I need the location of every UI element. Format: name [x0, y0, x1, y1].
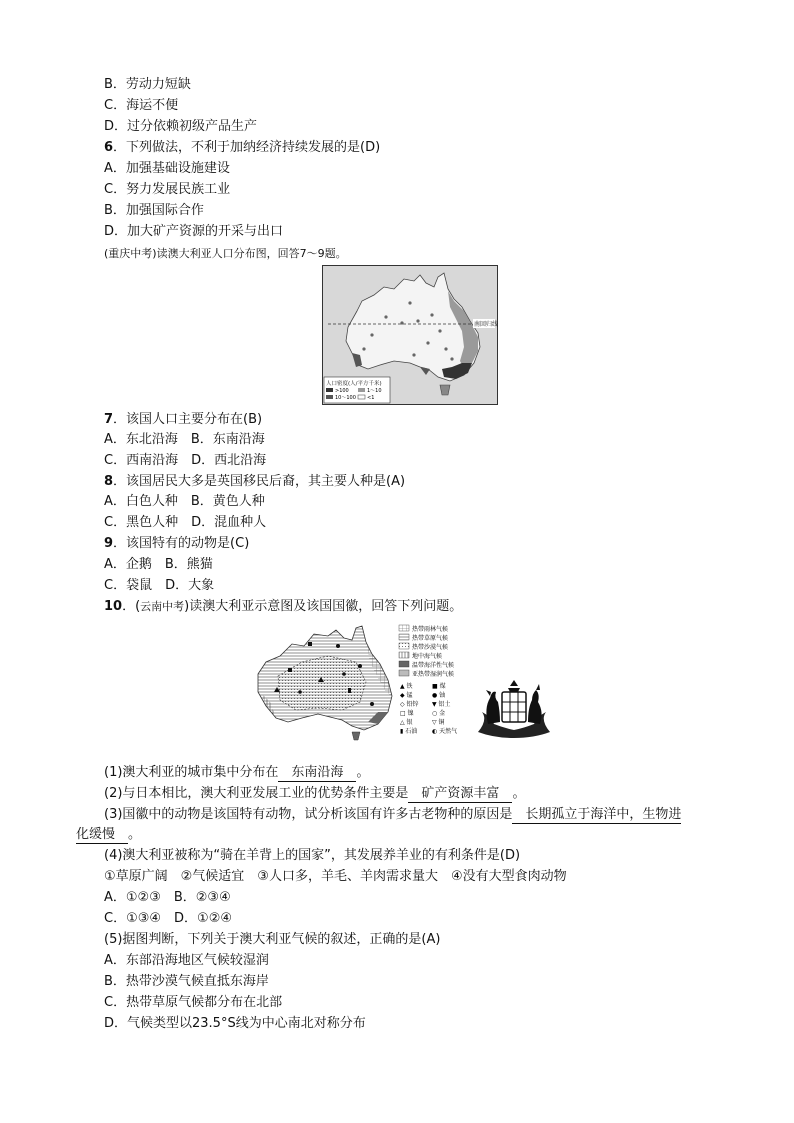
- mineral-gold: ○ 金: [432, 710, 446, 717]
- tropic-label: 南回归线: [474, 321, 498, 328]
- mineral-gas: ◐ 天然气: [432, 728, 458, 735]
- climate-legend-6: 亚热带湿润气候: [412, 671, 455, 678]
- q8-options-cd: C．黑色人种 D．混血种人: [104, 515, 267, 530]
- q10-stem-a: ．(: [122, 599, 141, 614]
- q10-stem-b: )读澳大利亚示意图及该国国徽，回答下列问题。: [184, 599, 463, 614]
- sub3-answer-1: 长期孤立于海洋中，生物进: [512, 807, 682, 822]
- sub1-post: 。: [356, 765, 370, 780]
- q6-stem-text: ．下列做法，不利于加纳经济持续发展的是(D): [113, 140, 381, 155]
- coat-of-arms-icon: [474, 672, 554, 744]
- sub3-post: 。: [128, 827, 142, 842]
- climate-map: [248, 622, 394, 752]
- q8-number: 8: [104, 474, 114, 489]
- mineral-bauxite: ▼ 铝土: [432, 701, 451, 708]
- mineral-oil: ▮ 石油: [400, 728, 418, 735]
- legend-gt100: >100: [335, 388, 349, 394]
- sub2-post: 。: [512, 786, 526, 801]
- sub5-option-c: C．热带草原气候都分布在北部: [104, 995, 283, 1010]
- q9-number: 9: [104, 536, 114, 551]
- sub4-stem: (4)澳大利亚被称为“骑在羊背上的国家”，其发展养羊业的有利条件是(D): [104, 848, 521, 863]
- q5-option-c: C．海运不便: [104, 98, 179, 113]
- q5-option-b: B．劳动力短缺: [104, 77, 191, 92]
- climate-legend-2: 热带草原气候: [412, 635, 449, 642]
- legend-lt1: <1: [367, 395, 375, 401]
- mineral-iron: ▲ 铁: [400, 683, 413, 690]
- climate-legend-3: 热带沙漠气候: [412, 644, 449, 651]
- sub5-option-a: A．东部沿海地区气候较湿润: [104, 953, 269, 968]
- q9-options-cd: C．袋鼠 D．大象: [104, 578, 215, 593]
- sub4-items: ①草原广阔 ②气候适宜 ③人口多，羊毛、羊肉需求量大 ④没有大型食肉动物: [104, 869, 567, 884]
- q9-stem-text: ．该国特有的动物是(C): [113, 536, 250, 551]
- climate-legend-4: 地中海气候: [412, 653, 443, 660]
- mineral-lead-zinc: ◇ 铅锌: [400, 701, 419, 708]
- map-legend: [398, 624, 478, 744]
- climate-legend-5: 温带海洋性气候: [412, 662, 455, 669]
- sub2-answer: 矿产资源丰富: [408, 786, 513, 801]
- mineral-nickel: □ 镍: [400, 710, 414, 717]
- sub3-line-2: [76, 826, 141, 844]
- q9-stem: [104, 535, 249, 553]
- sub3-pre: (3)国徽中的动物是该国特有动物，试分析该国有许多古老物种的原因是: [104, 807, 513, 822]
- q10-source: 云南中考: [140, 600, 185, 613]
- australia-coat-of-arms: [474, 672, 554, 744]
- sub3-answer-2: 化缓慢: [76, 827, 129, 842]
- q10-stem: [104, 598, 462, 616]
- mineral-uranium: ● 铀: [432, 692, 446, 699]
- q7-number: 7: [104, 412, 114, 427]
- q8-stem: [104, 473, 405, 491]
- sub2-pre: (2)与日本相比，澳大利亚发展工业的优势条件主要是: [104, 786, 409, 801]
- legend-10-100: 10～100: [335, 395, 356, 401]
- sub4-options-cd: C．①③④ D．①②④: [104, 911, 233, 926]
- population-map: [322, 265, 498, 405]
- q6-option-c: C．努力发展民族工业: [104, 182, 231, 197]
- sub1-answer: 东南沿海: [278, 765, 357, 780]
- legend-1-10: 1～10: [367, 388, 382, 394]
- sub1-pre: (1)澳大利亚的城市集中分布在: [104, 765, 279, 780]
- population-map-svg: [322, 265, 498, 405]
- map-legend-svg: [398, 624, 478, 744]
- sub3-line: [104, 806, 681, 824]
- q7-options-cd: C．西南沿海 D．西北沿海: [104, 453, 267, 468]
- q6-option-a: A．加强基础设施建设: [104, 161, 230, 176]
- sub1-line: [104, 764, 369, 782]
- mineral-copper: ▽ 铜: [432, 719, 445, 726]
- sub5-option-d: D．气候类型以23.5°S线为中心南北对称分布: [104, 1016, 366, 1031]
- group-intro: (重庆中考)读澳大利亚人口分布图，回答7～9题。: [104, 247, 347, 260]
- q10-number: 10: [104, 599, 123, 614]
- legend-title: 人口密度(人/平方千米): [326, 381, 382, 387]
- q6-number: 6: [104, 140, 114, 155]
- sub2-line: [104, 785, 525, 803]
- climate-map-svg: [248, 622, 394, 752]
- sub4-options-ab: A．①②③ B．②③④: [104, 890, 231, 905]
- sub5-option-b: B．热带沙漠气候直抵东海岸: [104, 974, 269, 989]
- q7-options-ab: A．东北沿海 B．东南沿海: [104, 432, 265, 447]
- q7-stem: [104, 411, 262, 429]
- q5-option-d: D．过分依赖初级产品生产: [104, 119, 258, 134]
- q6-option-b: B．加强国际合作: [104, 203, 204, 218]
- climate-legend-1: 热带雨林气候: [412, 626, 449, 633]
- sub5-stem: (5)据图判断，下列关于澳大利亚气候的叙述，正确的是(A): [104, 932, 441, 947]
- q7-stem-text: ．该国人口主要分布在(B): [113, 412, 263, 427]
- mineral-silver: △ 银: [400, 719, 413, 726]
- q8-stem-text: ．该国居民大多是英国移民后裔，其主要人种是(A): [113, 474, 406, 489]
- mineral-manganese: ◆ 锰: [400, 692, 413, 699]
- q9-options-ab: A．企鹅 B．熊猫: [104, 557, 213, 572]
- mineral-coal: ■ 煤: [432, 683, 446, 690]
- q8-options-ab: A．白色人种 B．黄色人种: [104, 494, 265, 509]
- q6-option-d: D．加大矿产资源的开采与出口: [104, 224, 284, 239]
- q6-stem: [104, 139, 380, 157]
